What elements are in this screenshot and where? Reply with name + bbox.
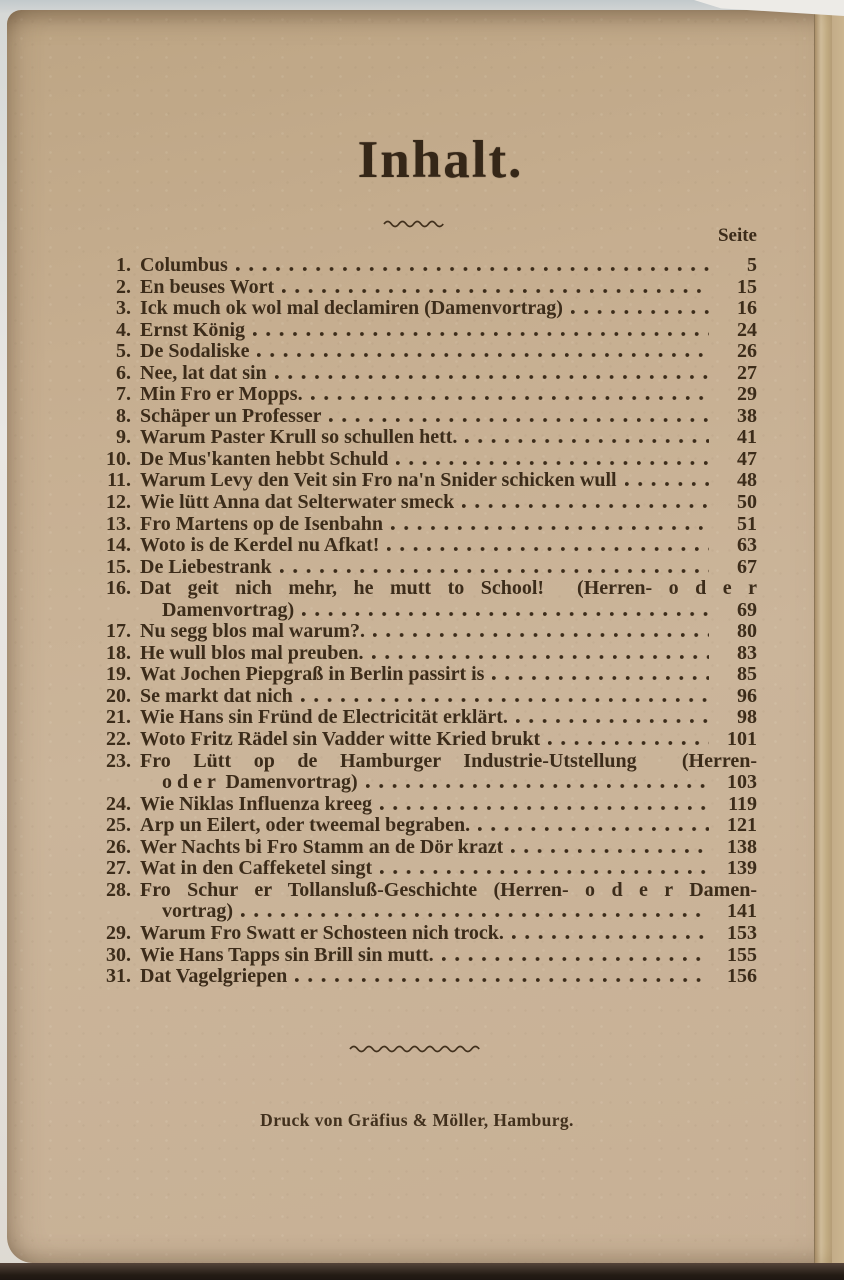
entry-title: Woto is de Kerdel nu Afkat!	[140, 534, 380, 557]
toc-entry	[95, 556, 757, 578]
entry-title: Min Fro er Mopps.	[140, 383, 303, 406]
dot-leader	[282, 289, 709, 293]
dot-leader	[295, 978, 709, 982]
entry-number: 19.	[106, 663, 131, 686]
toc-entry	[95, 362, 757, 384]
dot-leader	[311, 396, 709, 400]
entry-title: Warum Levy den Veit sin Fro na'n Snider schicken wull	[140, 469, 617, 492]
entry-title: Woto Fritz Rädel sin Vadder witte Kried brukt	[140, 728, 541, 751]
entry-title: Dat Vagelgriepen	[140, 965, 288, 988]
divider-squiggle-small	[7, 215, 819, 233]
dot-leader	[442, 957, 709, 961]
entry-title: Warum Paster Krull so schullen hett.	[140, 426, 458, 449]
entry-title: Fro Schur er Tollansluß-Geschichte (Herren- o d e r Damen-	[140, 878, 757, 901]
entry-number: 2.	[116, 275, 131, 298]
entry-number: 7.	[116, 383, 131, 406]
entry-page-number: 85	[737, 663, 757, 686]
toc-entry	[95, 577, 757, 599]
entry-number: 25.	[106, 814, 131, 837]
entry-number: 12.	[106, 491, 131, 514]
toc-entry	[95, 534, 757, 556]
dot-leader	[253, 332, 709, 336]
page-title: Inhalt.	[357, 131, 524, 189]
dot-leader	[380, 870, 709, 874]
toc-list	[95, 254, 757, 987]
entry-number: 17.	[106, 620, 131, 643]
entry-title: Nee, lat dat sin	[140, 361, 267, 384]
entry-number: 9.	[116, 426, 131, 449]
toc-entry	[95, 254, 757, 276]
entry-title: He wull blos mal preuben.	[140, 641, 364, 664]
entry-title: Fro Lütt op de Hamburger Industrie-Utstellung (Herren-	[140, 749, 757, 772]
entry-number: 11.	[107, 469, 131, 492]
entry-page-number: 48	[737, 469, 757, 492]
dot-leader	[241, 913, 709, 917]
dot-leader	[236, 267, 709, 271]
dot-leader	[462, 504, 709, 508]
entry-number: 23.	[106, 749, 131, 772]
entry-title: Wie Hans Tapps sin Brill sin mutt.	[140, 943, 434, 966]
dot-leader	[478, 827, 709, 831]
entry-title: Columbus	[140, 254, 228, 276]
entry-page-number: 156	[727, 965, 757, 988]
entry-page-number: 69	[737, 598, 757, 621]
entry-page-number: 29	[737, 383, 757, 406]
entry-page-number: 63	[737, 534, 757, 557]
toc-entry	[95, 857, 757, 879]
dot-leader	[516, 719, 709, 723]
entry-title: De Liebestrank	[140, 555, 272, 578]
entry-title-continuation: vortrag)	[162, 900, 234, 923]
dot-leader	[380, 806, 709, 810]
dot-leader	[280, 569, 709, 573]
entry-number: 28.	[106, 878, 131, 901]
toc-entry	[95, 814, 757, 836]
page-column-header: Seite	[717, 225, 757, 246]
entry-number: 1.	[116, 254, 131, 276]
dot-leader	[625, 482, 709, 486]
entry-number: 5.	[116, 340, 131, 363]
entry-title-continuation: o d e r Damenvortrag)	[162, 771, 358, 794]
entry-title: Nu segg blos mal warum?.	[140, 620, 366, 643]
entry-number: 15.	[106, 555, 131, 578]
toc-entry	[95, 685, 757, 707]
entry-page-number: 27	[737, 361, 757, 384]
dot-leader	[366, 784, 709, 788]
entry-number: 3.	[116, 297, 131, 320]
dot-leader	[372, 655, 709, 659]
toc-entry	[95, 879, 757, 901]
toc-entry	[95, 663, 757, 685]
entry-title: En beuses Wort	[140, 275, 275, 298]
toc-entry	[95, 426, 757, 448]
entry-title: De Sodaliske	[140, 340, 250, 363]
dot-leader	[391, 526, 709, 530]
entry-page-number: 16	[737, 297, 757, 320]
toc-entry	[95, 340, 757, 362]
dot-leader	[387, 547, 709, 551]
entry-title: Ick much ok wol mal declamiren (Damenvortrag)	[140, 297, 563, 320]
dot-leader	[548, 741, 709, 745]
entry-title: Ernst König	[140, 318, 246, 341]
entry-page-number: 155	[727, 943, 757, 966]
photo-bottom-shadow	[0, 1263, 844, 1280]
entry-title: Warum Fro Swatt er Schosteen nich trock.	[140, 921, 504, 944]
entry-title: Wat Jochen Piepgraß in Berlin passirt is	[140, 663, 485, 686]
entry-page-number: 153	[727, 921, 757, 944]
entry-number: 22.	[106, 728, 131, 751]
toc-entry	[95, 448, 757, 470]
toc-entry-continuation	[95, 599, 757, 621]
entry-page-number: 47	[737, 447, 757, 470]
entry-page-number: 119	[728, 792, 757, 815]
entry-page-number: 103	[727, 771, 757, 794]
entry-page-number: 51	[737, 512, 757, 535]
entry-page-number: 50	[737, 491, 757, 514]
dot-leader	[257, 353, 709, 357]
entry-page-number: 141	[727, 900, 757, 923]
toc-entry	[95, 319, 757, 341]
entry-title: Schäper un Professer	[140, 404, 322, 427]
toc-entry	[95, 491, 757, 513]
toc-entry	[95, 469, 757, 491]
toc-entry	[95, 297, 757, 319]
dot-leader	[511, 849, 709, 853]
entry-number: 18.	[106, 641, 131, 664]
toc-entry	[95, 728, 757, 750]
entry-title: Wie Hans sin Fründ de Electricität erklärt.	[140, 706, 508, 729]
entry-title: Dat geit nich mehr, he mutt to School! (Herren- o d e r	[140, 577, 757, 600]
entry-number: 4.	[116, 318, 131, 341]
entry-title: Wie Niklas Influenza kreeg	[140, 792, 373, 815]
entry-number: 21.	[106, 706, 131, 729]
entry-page-number: 139	[727, 857, 757, 880]
entry-title: Wat in den Caffeketel singt	[140, 857, 373, 880]
toc-entry	[95, 513, 757, 535]
entry-number: 20.	[106, 684, 131, 707]
entry-page-number: 26	[737, 340, 757, 363]
entry-page-number: 5	[747, 254, 757, 276]
dot-leader	[275, 375, 709, 379]
entry-page-number: 138	[727, 835, 757, 858]
entry-number: 27.	[106, 857, 131, 880]
entry-title: Arp un Eilert, oder tweemal begraben.	[140, 814, 471, 837]
entry-page-number: 101	[727, 728, 757, 751]
toc-entry	[95, 836, 757, 858]
dot-leader	[512, 935, 709, 939]
divider-squiggle-large	[7, 1040, 825, 1058]
entry-page-number: 83	[737, 641, 757, 664]
entry-page-number: 80	[737, 620, 757, 643]
dot-leader	[492, 676, 709, 680]
entry-number: 24.	[106, 792, 131, 815]
printer-imprint: Druck von Gräfius & Möller, Hamburg.	[260, 1110, 574, 1130]
entry-title: De Mus'kanten hebbt Schuld	[140, 447, 389, 470]
toc-entry	[95, 642, 757, 664]
entry-page-number: 41	[737, 426, 757, 449]
entry-number: 26.	[106, 835, 131, 858]
entry-number: 10.	[106, 447, 131, 470]
toc-entry	[95, 620, 757, 642]
toc-entry	[95, 944, 757, 966]
entry-page-number: 24	[737, 318, 757, 341]
entry-page-number: 98	[737, 706, 757, 729]
entry-page-number: 67	[737, 555, 757, 578]
toc-entry	[95, 405, 757, 427]
entry-title: Wie lütt Anna dat Selterwater smeck	[140, 491, 455, 514]
toc-entry-continuation	[95, 900, 757, 922]
entry-number: 8.	[116, 404, 131, 427]
entry-number: 14.	[106, 534, 131, 557]
entry-number: 29.	[106, 921, 131, 944]
toc-entry	[95, 276, 757, 298]
entry-page-number: 38	[737, 404, 757, 427]
book-page	[7, 10, 844, 1263]
dot-leader	[373, 633, 709, 637]
toc-entry	[95, 965, 757, 987]
toc-entry-continuation	[95, 771, 757, 793]
entry-page-number: 121	[727, 814, 757, 837]
dot-leader	[396, 461, 709, 465]
toc-entry	[95, 383, 757, 405]
dot-leader	[329, 418, 709, 422]
dot-leader	[465, 439, 709, 443]
toc-entry	[95, 750, 757, 772]
entry-title-continuation: Damenvortrag)	[162, 598, 295, 621]
dot-leader	[302, 612, 709, 616]
book-edge-strip	[832, 10, 844, 1263]
entry-page-number: 15	[737, 275, 757, 298]
entry-title: Se markt dat nich	[140, 684, 293, 707]
entry-number: 6.	[116, 361, 131, 384]
toc-entry	[95, 706, 757, 728]
entry-number: 30.	[106, 943, 131, 966]
dot-leader	[301, 698, 709, 702]
dot-leader	[571, 310, 709, 314]
toc-entry	[95, 793, 757, 815]
entry-title: Wer Nachts bi Fro Stamm an de Dör krazt	[140, 835, 504, 858]
entry-title: Fro Martens op de Isenbahn	[140, 512, 383, 535]
entry-number: 13.	[106, 512, 131, 535]
entry-page-number: 96	[737, 684, 757, 707]
toc-entry	[95, 922, 757, 944]
book-fore-edge	[814, 10, 832, 1263]
entry-number: 16.	[106, 577, 131, 600]
entry-number: 31.	[106, 965, 131, 988]
